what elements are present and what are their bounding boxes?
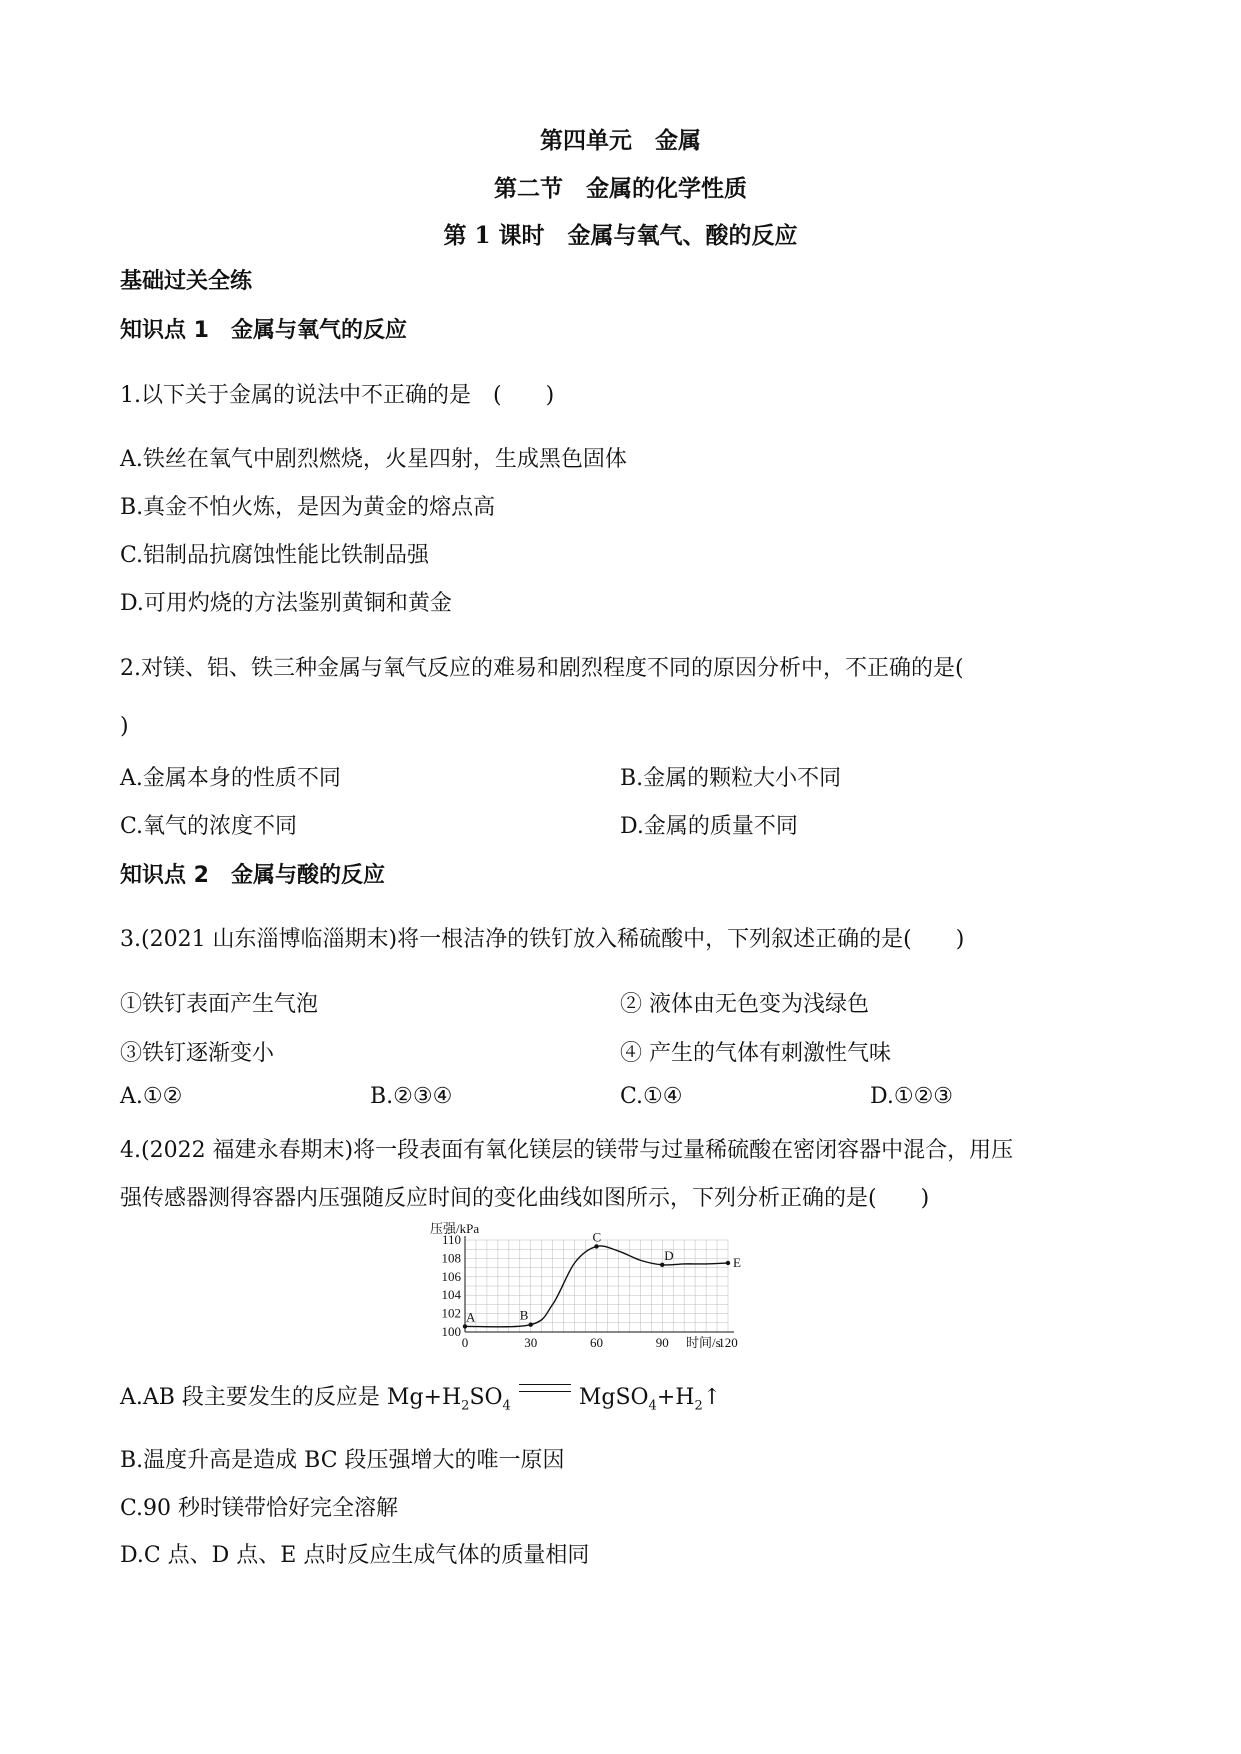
pressure-time-chart [420,1220,820,1350]
x-tick-label: 30 [524,1335,538,1350]
q4-option-a: A.AB 段主要发生的反应是 $Mg+H_2SO_4$ $MgSO_4+H_2↑$ [120,1385,722,1414]
question-1 [120,378,554,409]
q3-option-b: B.②③④ [370,1084,453,1109]
equation-equal-sign [519,1384,571,1392]
point-label-a: A [466,1309,476,1325]
question-1-stem: 1.以下关于金属的说法中不正确的是 [120,383,471,408]
x-axis-label: 时间/s [686,1335,721,1350]
q2-option-d: D.金属的质量不同 [620,814,798,839]
q3-option-d: D.①②③ [870,1084,954,1109]
knowledge-point-1-heading: 知识点 1 金属与氧气的反应 [120,318,407,343]
y-tick-label: 106 [441,1268,461,1284]
point-a [463,1324,467,1328]
y-tick-label: 110 [441,1232,461,1247]
q3-statement-3: ③铁钉逐渐变小 [120,1041,275,1066]
y-tick-label: 100 [441,1324,461,1339]
q4-option-d: D.C 点、D 点、E 点时反应生成气体的质量相同 [120,1543,590,1568]
point-e [726,1261,730,1265]
lesson-title: 第 1 课时 金属与氧气、酸的反应 [443,222,798,249]
x-tick-label: 120 [718,1335,738,1350]
q3-statement-1: ①铁钉表面产生气泡 [120,992,319,1017]
y-axis-label: 压强/kPa [430,1221,480,1236]
unit-title: 第四单元 金属 [540,127,701,154]
q3-option-a: A.①② [120,1084,183,1109]
x-tick-label: 60 [590,1335,603,1350]
knowledge-point-2-heading: 知识点 2 金属与酸的反应 [120,863,385,888]
x-tick-label: 0 [461,1335,469,1350]
q2-option-a: A.金属本身的性质不同 [120,766,341,791]
q3-option-c: C.①④ [620,1084,683,1109]
y-tick-label: 102 [441,1305,461,1321]
practice-heading: 基础过关全练 [120,269,253,294]
q1-option-a: A.铁丝在氧气中剧烈燃烧，火星四射，生成黑色固体 [120,447,627,472]
q3-statement-4: ④ 产生的气体有刺激性气味 [620,1041,891,1066]
chart-grid [465,1240,728,1332]
point-label-e: E [733,1255,741,1270]
question-3-stem: 3.(2021 山东淄博临淄期末)将一根洁净的铁钉放入稀硫酸中，下列叙述正确的是( ) [120,927,965,952]
point-c [594,1244,598,1248]
point-label-b: B [519,1307,529,1323]
point-label-d: D [664,1247,674,1263]
y-tick-label: 108 [441,1250,461,1266]
q4-option-b: B.温度升高是造成 BC 段压强增大的唯一原因 [120,1448,565,1473]
point-b [529,1322,533,1326]
q1-option-b: B.真金不怕火炼，是因为黄金的熔点高 [120,495,496,520]
x-tick-label: 90 [655,1335,669,1350]
q4-option-c: C.90 秒时镁带恰好完全溶解 [120,1496,399,1521]
answer-paren: ( ) [493,383,555,408]
question-4-stem-line-2: 强传感器测得容器内压强随反应时间的变化曲线如图所示，下列分析正确的是( ) [120,1186,930,1211]
q1-option-d: D.可用灼烧的方法鉴别黄铜和黄金 [120,591,452,616]
question-2-stem: 2.对镁、铝、铁三种金属与氧气反应的难易和剧烈程度不同的原因分析中，不正确的是( [120,656,964,681]
question-2-close-paren: ) [120,714,129,739]
q1-option-c: C.铝制品抗腐蚀性能比铁制品强 [120,543,430,568]
q2-option-b: B.金属的颗粒大小不同 [620,766,842,791]
q3-statement-2: ② 液体由无色变为浅绿色 [620,992,869,1017]
y-tick-label: 104 [441,1287,461,1303]
gas-arrow: ↑ [702,1385,722,1410]
q2-option-c: C.氧气的浓度不同 [120,814,298,839]
point-label-c: C [592,1229,602,1245]
section-title: 第二节 金属的化学性质 [494,175,747,202]
question-4-stem-line-1: 4.(2022 福建永春期末)将一段表面有氧化镁层的镁带与过量稀硫酸在密闭容器中混合，用压 [120,1138,1014,1163]
point-d [660,1263,664,1267]
